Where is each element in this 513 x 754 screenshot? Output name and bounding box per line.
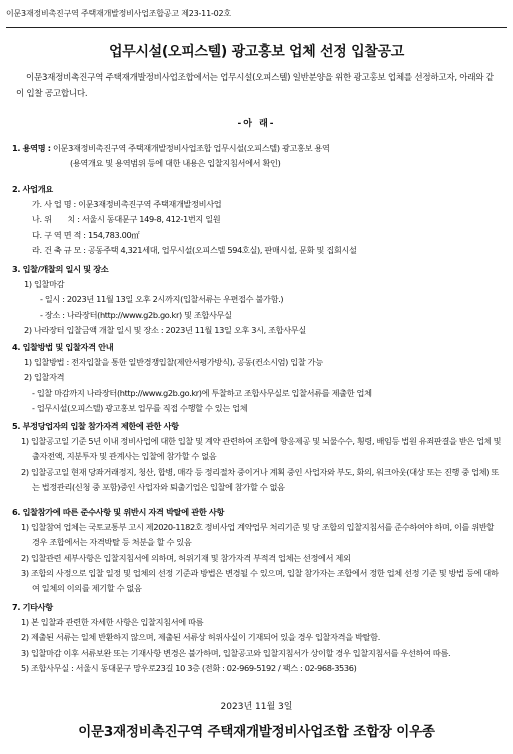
section-other <box>12 600 503 676</box>
list-item: 2) 입찰자격 <box>24 372 65 383</box>
section-bid-method <box>12 340 503 416</box>
header-divider <box>6 27 507 28</box>
section-heading: 4. 입찰방법 및 입찰자격 안내 <box>12 342 114 352</box>
list-item: 라. 건 축 규 모 : 공동주택 4,321세대, 업무시설(오피스텔 594호실), 판매시설, 문화 및 집회시설 <box>32 244 357 255</box>
section-disqualification <box>12 419 503 495</box>
section-project-overview <box>12 182 503 258</box>
list-item: 5) 조합사무실 : 서울시 동대문구 망우로23길 10 3층 (전화 : 02-969-5192 / 팩스 : 02-968-3536) <box>21 662 357 673</box>
list-item: 3) 조합의 사정으로 입찰 일정 및 업체의 선정 기준과 방법은 변경될 수 있으며, 입찰 참가자는 조합에서 정한 업체 선정 기준 및 방법 등에 대하여 일체의 이의를 제기할 수 없음 <box>21 567 499 594</box>
section-heading: 1. 용역명 : <box>12 143 51 153</box>
notice-title: 업무시설(오피스텔) 광고홍보 업체 선정 입찰공고 <box>109 44 404 60</box>
list-item: 다. 구 역 면 적 : 154,783.00㎡ <box>32 229 140 240</box>
list-item: 나. 위 치 : 서울시 동대문구 149-8, 412-1번지 일원 <box>32 214 221 225</box>
section-heading: 7. 기타사항 <box>12 602 53 612</box>
list-item: - 일시 : 2023년 11월 13일 오후 2시까지(입찰서류는 우편접수 불가함.) <box>40 294 284 305</box>
notice-date: 2023년 11월 3일 <box>220 702 293 712</box>
list-item: 1) 본 입찰과 관련한 자세한 사항은 입찰지침서에 따름 <box>21 617 204 628</box>
section-heading: 6. 입찰참가에 따른 준수사항 및 위반시 자격 박탈에 관한 사항 <box>12 507 225 517</box>
list-item: 2) 나라장터 입찰금액 개찰 일시 및 장소 : 2023년 11월 13일 오후 3시, 조합사무실 <box>24 324 306 335</box>
signatory: 이문3재정비촉진구역 주택재개발정비사업조합 조합장 이우종 <box>78 724 435 740</box>
list-item: - 장소 : 나라장터(http://www.g2b.go.kr) 및 조합사무실 <box>40 309 232 320</box>
section-marker: -아 래- <box>237 119 276 129</box>
list-item: 1) 입찰마감 <box>24 279 65 290</box>
section-bid-schedule <box>12 262 503 338</box>
header-note: 이문3재정비촉진구역 주택재개발정비사업조합공고 제23-11-02호 <box>6 9 231 18</box>
list-item: - 입찰 마감까지 나라장터(http://www.g2b.go.kr)에 투찰하고 조합사무실로 입찰서류를 제출한 업체 <box>32 387 372 398</box>
section-heading: 5. 부정당업자의 입찰 참가자격 제한에 관한 사항 <box>12 421 179 431</box>
list-item: 1) 입찰참여 업체는 국토교통부 고시 제2020-1182호 정비사업 계약업무 처리기준 및 당 조합의 입찰지침서를 준수하여야 하며, 이를 위반할 경우 조합에서는 자격박탈 등 처분을 할 수 있음 <box>21 522 494 548</box>
service-note: (용역개요 및 용역범위 등에 대한 내용은 입찰지침서에서 확인) <box>70 158 281 169</box>
section-heading: 3. 입찰/개찰의 일시 및 장소 <box>12 264 109 274</box>
service-name-text: 이문3재정비촉진구역 주택재개발정비사업조합 업무시설(오피스텔) 광고홍보 용역 <box>52 143 330 153</box>
list-item: 1) 입찰공고일 기준 5년 이내 정비사업에 대한 입찰 및 계약 관련하여 조합에 향응제공 및 뇌물수수, 횡령, 배임등 법원 유죄판결을 받은 업체 및 출자전액, 지분투자 및 관계사는 입찰에 참가할 수 없음 <box>21 436 502 462</box>
section-service-name <box>12 141 503 171</box>
list-item: - 업무시설(오피스텔) 광고홍보 업무를 직접 수행할 수 있는 업체 <box>32 402 248 413</box>
list-item: 1) 입찰방법 : 전자입찰을 통한 일반경쟁입찰(제안서평가방식), 공동(컨소시엄) 입찰 가능 <box>24 357 323 368</box>
section-compliance <box>12 505 503 596</box>
list-item: 가. 사 업 명 : 이문3재정비촉진구역 주택재개발정비사업 <box>32 199 222 210</box>
list-item: 2) 입찰공고일 현재 당좌거래정지, 청산, 합병, 매각 등 정리절차 중이거나 계획 중인 사업자와 부도, 화의, 워크아웃(대상 또는 진행 중 업체) 또는 법정관리(신청 중 포함)중인 사업자와 퇴출기업은 입찰에 참가할 수 없음 <box>21 466 499 492</box>
intro-paragraph: 이문3재정비촉진구역 주택재개발정비사업조합에서는 업무시설(오피스텔) 일반분양을 위한 광고홍보 업체를 선정하고자, 아래와 같이 입찰 공고합니다. <box>16 73 494 99</box>
list-item: 2) 입찰관련 세부사항은 입찰지침서에 의하며, 허위기재 및 참가자격 부적격 업체는 선정에서 제외 <box>21 552 351 563</box>
list-item: 2) 제출된 서류는 일체 반환하지 않으며, 제출된 서류상 허위사실이 기재되어 있을 경우 입찰자격을 박탈함. <box>21 632 380 643</box>
list-item: 3) 입찰마감 이후 서류보완 또는 기재사항 변경은 불가하며, 입찰공고와 입찰지침서가 상이할 경우 입찰지침서를 우선하여 따름. <box>21 647 451 658</box>
section-heading: 2. 사업개요 <box>12 184 53 194</box>
